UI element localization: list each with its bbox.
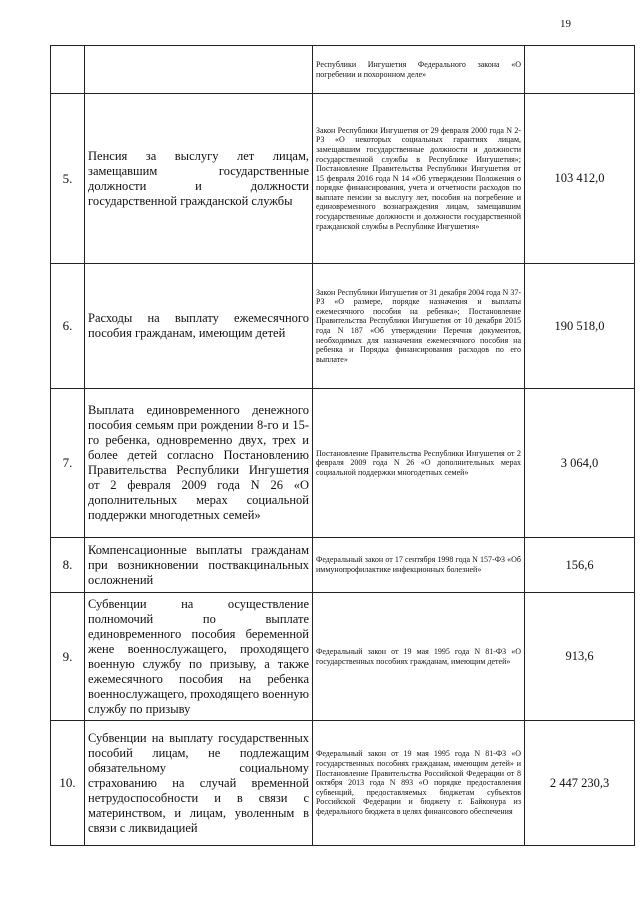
expense-name: Субвенции на выплату государственных пособий лицам, не подлежащим обязательному социальному страхованию на случай временной нетрудоспособности и в связи с материнством, и лицам, уволенным в связи с ликвидацией <box>85 721 313 846</box>
table-row <box>51 593 635 721</box>
row-number: 6. <box>51 264 85 389</box>
expense-name: Выплата единовременного денежного пособия семьям при рождении 8-го и 15-го ребенка, одновременно двух, трех и более детей согласно Постановлению Правительства Республики Ингушетия от 2 февраля 2009 года N 26 «О дополнительных мерах социальной поддержки многодетных семей» <box>85 389 313 538</box>
legal-basis: Федеральный закон от 19 мая 1995 года N 81-ФЗ «О государственных пособиях гражданам, имеющим детей» <box>313 593 525 721</box>
expense-name: Пенсия за выслугу лет лицам, замещавшим государственные должности и должности государственной гражданской службы <box>85 94 313 264</box>
expense-name: Компенсационные выплаты гражданам при возникновении поствакцинальных осложнений <box>85 538 313 593</box>
expense-name: Субвенции на осуществление полномочий по выплате единовременного пособия беременной жене военнослужащего, проходящего военную службу по призыву, а также ежемесячного пособия на ребенка военнослужащего, проходящего военную службу по призыву <box>85 593 313 721</box>
budget-table <box>50 45 635 846</box>
table-row <box>51 264 635 389</box>
page-number: 19 <box>560 18 571 30</box>
row-number: 9. <box>51 593 85 721</box>
legal-basis: Федеральный закон от 17 сентября 1998 года N 157-ФЗ «Об иммунопрофилактике инфекционных болезней» <box>313 538 525 593</box>
legal-basis: Постановление Правительства Республики Ингушетия от 2 февраля 2009 года N 26 «О дополнительных мерах социальной поддержки многодетных семей» <box>313 389 525 538</box>
legal-basis: Закон Республики Ингушетия от 31 декабря 2004 года N 37-РЗ «О размере, порядке назначения и выплаты ежемесячного пособия на ребенка»; Постановление Правительства Республики Ингушетия от 10 декабря 2015 года N 187 «Об утверждении Перечня документов, необходимых для назначения ежемесячного пособия на ребенка и Порядка финансирования расходов по его выплате» <box>313 264 525 389</box>
table-row <box>51 46 635 94</box>
legal-basis: Закон Республики Ингушетия от 29 февраля 2000 года N 2-РЗ «О некоторых социальных гарантиях лицам, замещавшим государственные должности и должности государственной службы в Республике Ингушетия»; Постановление Правительства Республики Ингушетия от 15 февраля 2016 года N 14 «Об утверждении Положения о порядке финансирования, учета и отчетности расходов по выплате пенсии за выслугу лет, пособия на погребение и единовременного вознаграждения лицам, замещавшим государственные должности и должности государственной гражданской службы в Республике Ингушетия» <box>313 94 525 264</box>
legal-basis: Республики Ингушетия Федерального закона «О погребении и похоронном деле» <box>313 46 525 94</box>
amount: 156,6 <box>525 538 635 593</box>
row-number: 5. <box>51 94 85 264</box>
amount: 913,6 <box>525 593 635 721</box>
amount: 3 064,0 <box>525 389 635 538</box>
row-number: 10. <box>51 721 85 846</box>
row-number: 7. <box>51 389 85 538</box>
amount <box>525 46 635 94</box>
row-number: 8. <box>51 538 85 593</box>
expense-name <box>85 46 313 94</box>
row-number <box>51 46 85 94</box>
table-row <box>51 538 635 593</box>
amount: 190 518,0 <box>525 264 635 389</box>
table-row <box>51 721 635 846</box>
expense-name: Расходы на выплату ежемесячного пособия гражданам, имеющим детей <box>85 264 313 389</box>
amount: 2 447 230,3 <box>525 721 635 846</box>
amount: 103 412,0 <box>525 94 635 264</box>
table-row <box>51 389 635 538</box>
legal-basis: Федеральный закон от 19 мая 1995 года N 81-ФЗ «О государственных пособиях гражданам, имеющим детей» и Постановление Правительства Российской Федерации от 8 октября 2013 года N 893 «О порядке предоставления субвенций, предоставляемых бюджетам субъектов Российской Федерации и бюджету г. Байконура из федерального бюджета в целях финансового обеспечения <box>313 721 525 846</box>
table-row <box>51 94 635 264</box>
